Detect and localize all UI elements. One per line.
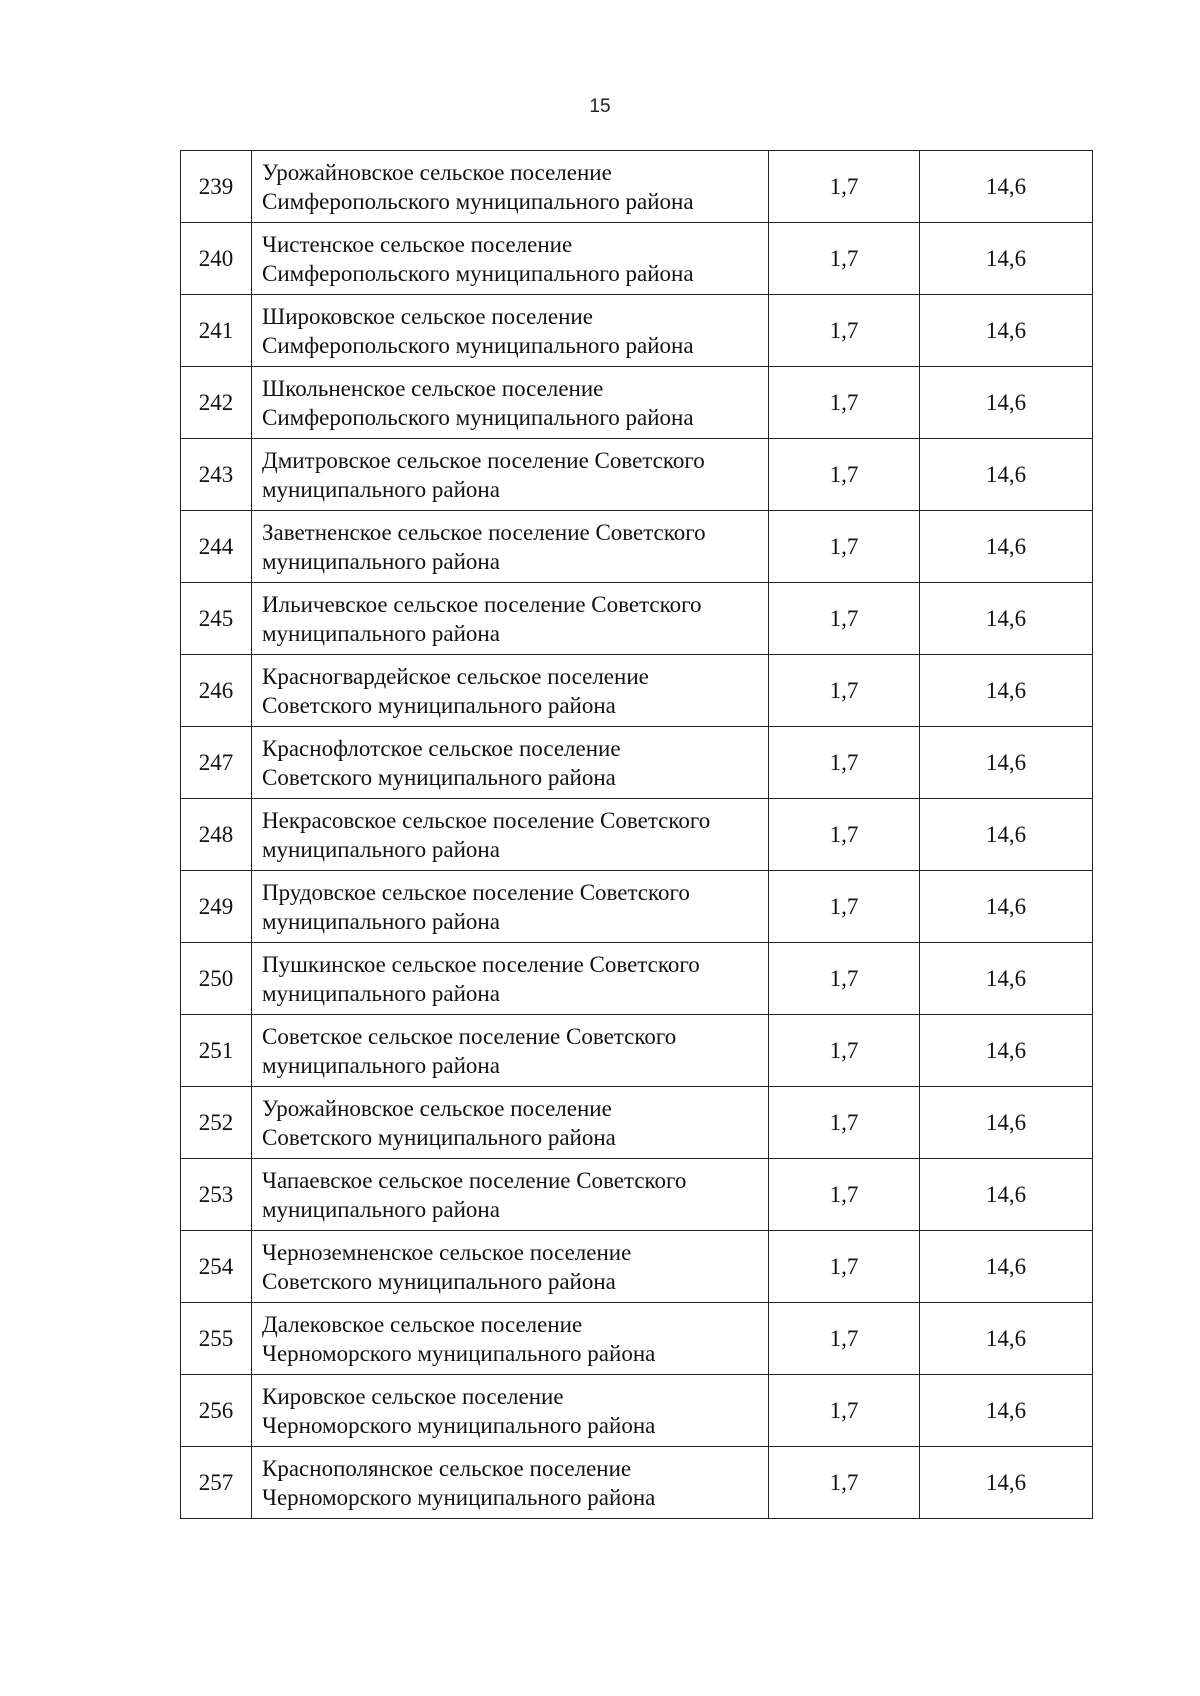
value-2-cell: 14,6 xyxy=(920,1375,1093,1447)
value-1-cell: 1,7 xyxy=(769,439,920,511)
settlement-name-line-1: Краснополянское сельское поселение xyxy=(262,1455,632,1481)
settlement-name-line-2: Советского муниципального района xyxy=(262,1124,616,1150)
row-number-cell: 240 xyxy=(181,223,252,295)
row-number-cell: 241 xyxy=(181,295,252,367)
value-1-cell: 1,7 xyxy=(769,1447,920,1519)
settlement-name-line-2: муниципального района xyxy=(262,980,500,1006)
value-2-cell: 14,6 xyxy=(920,1303,1093,1375)
settlement-name-cell xyxy=(252,151,769,223)
table-row xyxy=(181,655,1093,727)
settlement-name-line-1: Чапаевское сельское поселение Советского xyxy=(262,1167,687,1193)
row-number-cell: 252 xyxy=(181,1087,252,1159)
settlement-name-cell xyxy=(252,727,769,799)
row-number-cell: 245 xyxy=(181,583,252,655)
settlement-name-line-2: муниципального района xyxy=(262,836,500,862)
settlement-name-line-1: Школьненское сельское поселение xyxy=(262,375,604,401)
table-row xyxy=(181,871,1093,943)
row-number-cell: 250 xyxy=(181,943,252,1015)
table-row xyxy=(181,1015,1093,1087)
settlement-name-line-2: муниципального района xyxy=(262,548,500,574)
value-2-cell: 14,6 xyxy=(920,727,1093,799)
value-2-cell: 14,6 xyxy=(920,439,1093,511)
table-row xyxy=(181,367,1093,439)
table-row xyxy=(181,223,1093,295)
row-number-cell: 248 xyxy=(181,799,252,871)
value-1-cell: 1,7 xyxy=(769,655,920,727)
settlement-name-line-2: Симферопольского муниципального района xyxy=(262,332,694,358)
value-1-cell: 1,7 xyxy=(769,727,920,799)
table-row xyxy=(181,727,1093,799)
settlement-name-line-2: Советского муниципального района xyxy=(262,692,616,718)
settlement-name-line-2: Черноморского муниципального района xyxy=(262,1484,656,1510)
settlement-name-cell xyxy=(252,367,769,439)
table-row xyxy=(181,1231,1093,1303)
value-1-cell: 1,7 xyxy=(769,511,920,583)
table-row xyxy=(181,1375,1093,1447)
settlement-name-line-1: Урожайновское сельское поселение xyxy=(262,1095,612,1121)
value-1-cell: 1,7 xyxy=(769,583,920,655)
settlement-name-line-1: Прудовское сельское поселение Советского xyxy=(262,879,690,905)
value-2-cell: 14,6 xyxy=(920,295,1093,367)
settlement-name-line-1: Черноземненское сельское поселение xyxy=(262,1239,632,1265)
value-2-cell: 14,6 xyxy=(920,655,1093,727)
row-number-cell: 257 xyxy=(181,1447,252,1519)
table-row xyxy=(181,1447,1093,1519)
settlement-name-line-2: Советского муниципального района xyxy=(262,1268,616,1294)
settlement-name-cell xyxy=(252,583,769,655)
row-number-cell: 255 xyxy=(181,1303,252,1375)
value-1-cell: 1,7 xyxy=(769,223,920,295)
table-body xyxy=(181,151,1093,1519)
row-number-cell: 247 xyxy=(181,727,252,799)
settlement-name-cell xyxy=(252,1375,769,1447)
data-table xyxy=(180,150,1093,1519)
value-1-cell: 1,7 xyxy=(769,151,920,223)
settlement-name-cell xyxy=(252,1015,769,1087)
value-1-cell: 1,7 xyxy=(769,799,920,871)
settlement-name-line-1: Широковское сельское поселение xyxy=(262,303,593,329)
table-row xyxy=(181,583,1093,655)
table-row xyxy=(181,799,1093,871)
settlement-name-line-2: Черноморского муниципального района xyxy=(262,1340,656,1366)
value-2-cell: 14,6 xyxy=(920,1231,1093,1303)
value-2-cell: 14,6 xyxy=(920,943,1093,1015)
value-1-cell: 1,7 xyxy=(769,367,920,439)
value-1-cell: 1,7 xyxy=(769,295,920,367)
settlement-name-line-2: муниципального района xyxy=(262,908,500,934)
value-1-cell: 1,7 xyxy=(769,1159,920,1231)
value-1-cell: 1,7 xyxy=(769,943,920,1015)
value-2-cell: 14,6 xyxy=(920,223,1093,295)
page-number: 15 xyxy=(589,96,611,117)
row-number-cell: 239 xyxy=(181,151,252,223)
row-number-cell: 249 xyxy=(181,871,252,943)
row-number-cell: 256 xyxy=(181,1375,252,1447)
row-number-cell: 251 xyxy=(181,1015,252,1087)
table-row xyxy=(181,151,1093,223)
table-row xyxy=(181,439,1093,511)
settlement-name-cell xyxy=(252,295,769,367)
settlement-name-line-1: Ильичевское сельское поселение Советского xyxy=(262,591,702,617)
settlement-name-line-2: муниципального района xyxy=(262,1052,500,1078)
settlement-name-line-2: муниципального района xyxy=(262,1196,500,1222)
settlement-name-line-1: Дмитровское сельское поселение Советского xyxy=(262,447,705,473)
value-2-cell: 14,6 xyxy=(920,1159,1093,1231)
settlement-name-line-1: Краснофлотское сельское поселение xyxy=(262,735,621,761)
row-number-cell: 243 xyxy=(181,439,252,511)
settlement-name-cell xyxy=(252,1087,769,1159)
settlement-name-line-2: Советского муниципального района xyxy=(262,764,616,790)
table-row xyxy=(181,1303,1093,1375)
settlement-name-cell xyxy=(252,943,769,1015)
row-number-cell: 254 xyxy=(181,1231,252,1303)
settlement-name-line-1: Заветненское сельское поселение Советского xyxy=(262,519,706,545)
settlement-name-line-2: Симферопольского муниципального района xyxy=(262,260,694,286)
settlement-name-line-1: Красногвардейское сельское поселение xyxy=(262,663,649,689)
table-row xyxy=(181,295,1093,367)
value-2-cell: 14,6 xyxy=(920,367,1093,439)
row-number-cell: 253 xyxy=(181,1159,252,1231)
settlement-name-cell xyxy=(252,439,769,511)
settlement-name-line-2: муниципального района xyxy=(262,620,500,646)
settlement-name-cell xyxy=(252,1447,769,1519)
value-2-cell: 14,6 xyxy=(920,511,1093,583)
value-1-cell: 1,7 xyxy=(769,1375,920,1447)
settlement-name-cell xyxy=(252,871,769,943)
settlement-name-cell xyxy=(252,511,769,583)
table-row xyxy=(181,943,1093,1015)
settlement-name-line-1: Пушкинское сельское поселение Советского xyxy=(262,951,700,977)
settlement-name-line-2: Симферопольского муниципального района xyxy=(262,188,694,214)
settlement-name-line-1: Кировское сельское поселение xyxy=(262,1383,564,1409)
value-2-cell: 14,6 xyxy=(920,583,1093,655)
value-2-cell: 14,6 xyxy=(920,151,1093,223)
value-1-cell: 1,7 xyxy=(769,1087,920,1159)
value-1-cell: 1,7 xyxy=(769,1231,920,1303)
value-2-cell: 14,6 xyxy=(920,1087,1093,1159)
value-1-cell: 1,7 xyxy=(769,1303,920,1375)
settlement-name-line-2: муниципального района xyxy=(262,476,500,502)
table-row xyxy=(181,511,1093,583)
value-2-cell: 14,6 xyxy=(920,1447,1093,1519)
settlement-name-line-1: Чистенское сельское поселение xyxy=(262,231,573,257)
settlement-name-line-1: Советское сельское поселение Советского xyxy=(262,1023,677,1049)
value-2-cell: 14,6 xyxy=(920,871,1093,943)
settlement-name-line-2: Симферопольского муниципального района xyxy=(262,404,694,430)
row-number-cell: 244 xyxy=(181,511,252,583)
value-2-cell: 14,6 xyxy=(920,1015,1093,1087)
settlement-name-cell xyxy=(252,223,769,295)
table-row xyxy=(181,1159,1093,1231)
value-1-cell: 1,7 xyxy=(769,871,920,943)
settlement-name-line-2: Черноморского муниципального района xyxy=(262,1412,656,1438)
table-row xyxy=(181,1087,1093,1159)
settlement-name-line-1: Некрасовское сельское поселение Советского xyxy=(262,807,711,833)
row-number-cell: 242 xyxy=(181,367,252,439)
settlement-name-cell xyxy=(252,1303,769,1375)
settlement-name-cell xyxy=(252,1159,769,1231)
value-2-cell: 14,6 xyxy=(920,799,1093,871)
settlement-name-cell xyxy=(252,1231,769,1303)
settlement-name-cell xyxy=(252,799,769,871)
value-1-cell: 1,7 xyxy=(769,1015,920,1087)
settlement-name-line-1: Далековское сельское поселение xyxy=(262,1311,583,1337)
settlement-name-cell xyxy=(252,655,769,727)
settlement-name-line-1: Урожайновское сельское поселение xyxy=(262,159,612,185)
row-number-cell: 246 xyxy=(181,655,252,727)
